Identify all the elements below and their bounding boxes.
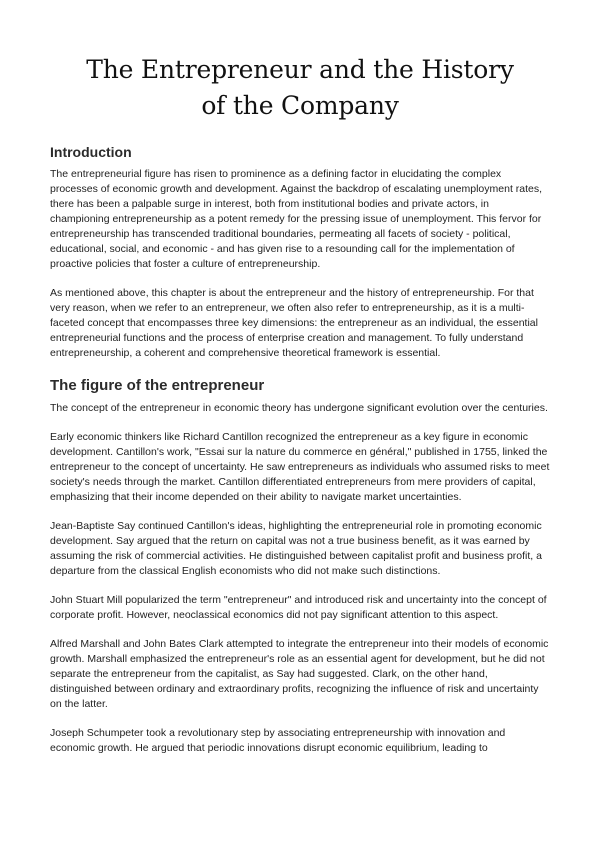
- paragraph-figure-3: Jean-Baptiste Say continued Cantillon's ideas, highlighting the entrepreneurial role in promoting economic development. Say argued that the return on capital was not a true business benefit, as it was earned by assuming the risk of commercial activities. He distinguished between capitalist profit and business profit, a departure from the classical English economists who did not make such distinctions.: [50, 520, 542, 577]
- document-title-line-1: The Entrepreneur and the History: [86, 55, 514, 84]
- section-heading-introduction: Introduction: [50, 144, 132, 160]
- section-heading-figure-of-entrepreneur: The figure of the entrepreneur: [50, 377, 265, 394]
- document-title-line-2: of the Company: [201, 91, 399, 120]
- paragraph-intro-2: As mentioned above, this chapter is about the entrepreneur and the history of entrepreneurship. For that very reason, when we refer to an entrepreneur, we often also refer to entrepreneurship, as it is a multi-faceted concept that encompasses three key dimensions: the entrepreneur as an individual, the essential entrepreneurial functions and the process of enterprise creation and management. To fully understand entrepreneurship, a coherent and comprehensive theoretical framework is essential.: [50, 287, 538, 359]
- paragraph-figure-4: John Stuart Mill popularized the term "entrepreneur" and introduced risk and uncertainty into the concept of corporate profit. However, neoclassical economics did not pay significant attention to this aspect.: [50, 594, 547, 621]
- document-body: [50, 142, 550, 770]
- paragraph-intro-1: The entrepreneurial figure has risen to prominence as a defining factor in elucidating the complex processes of economic growth and development. Against the backdrop of escalating unemployment rates, there has been a palpable surge in interest, both from institutional bodies and private actors, in championing entrepreneurship as a potent remedy for the pressing issue of unemployment. This fervor for entrepreneurship has transcended traditional boundaries, permeating all facets of society - political, educational, social, and economic - and has given rise to a resounding call for the implementation of proactive policies that foster a culture of entrepreneurship.: [50, 168, 543, 270]
- paragraph-figure-2: Early economic thinkers like Richard Cantillon recognized the entrepreneur as a key figure in economic development. Cantillon's work, "Essai sur la nature du commerce en général," published in 1755, linked the entrepreneur to the concept of uncertainty. He saw entrepreneurs as individuals who assumed risks to meet society's needs through the market. Cantillon differentiated entrepreneurs from mere providers of capital, emphasizing that their income depended on their ability to navigate market uncertainties.: [50, 431, 550, 503]
- paragraph-figure-5: Alfred Marshall and John Bates Clark attempted to integrate the entrepreneur into their models of economic growth. Marshall emphasized the entrepreneur's role as an essential agent for development, but he did not separate the entrepreneur from the capitalist, as Say had suggested. Clark, on the other hand, distinguished between ordinary and extraordinary profits, recognizing the influence of risk and uncertainty on the latter.: [50, 638, 549, 710]
- paragraph-figure-1: The concept of the entrepreneur in economic theory has undergone significant evolution over the centuries.: [50, 402, 548, 414]
- document-title: [40, 52, 560, 124]
- paragraph-figure-6: Joseph Schumpeter took a revolutionary step by associating entrepreneurship with innovation and economic growth. He argued that periodic innovations disrupt economic equilibrium, leading to: [50, 727, 506, 754]
